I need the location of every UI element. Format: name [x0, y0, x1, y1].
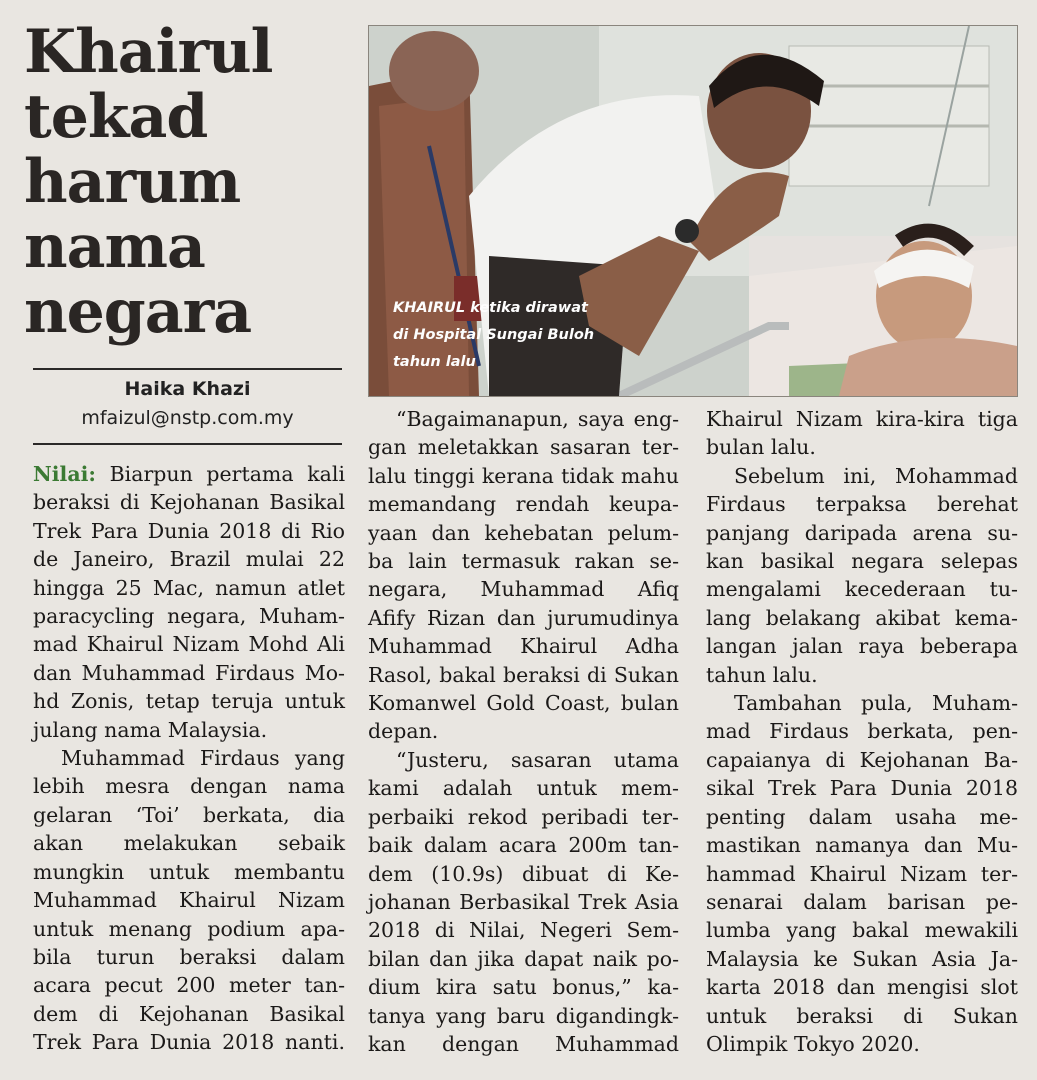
- text-line: sikal Trek Para Dunia 2018: [706, 776, 1018, 801]
- article-paragraph: [706, 405, 1018, 462]
- article-paragraph: [706, 689, 1018, 1058]
- text-line: lang belakang akibat kema-: [706, 605, 1018, 630]
- text-line: Muhammad Khairul Nizam: [33, 888, 345, 913]
- text-line: “Bagaimanapun, saya eng-: [396, 407, 679, 431]
- text-line: “Justeru, sasaran utama: [396, 747, 679, 772]
- text-line: Komanwel Gold Coast, bulan: [368, 691, 679, 716]
- text-line: acara pecut 200 meter tan-: [33, 973, 345, 998]
- headline: [24, 17, 344, 347]
- text-line: Rasol, bakal beraksi di Sukan: [368, 662, 679, 687]
- text-line: hammad Khairul Nizam ter-: [706, 861, 1018, 886]
- byline-bottom-rule: [33, 443, 342, 445]
- text-line: depan.: [368, 719, 439, 744]
- text-line: panjang daripada arena su-: [706, 520, 1018, 545]
- text-line: tanya yang baru digandingk-: [368, 1003, 679, 1028]
- article-column-2: [368, 405, 679, 1058]
- article-paragraph: [33, 744, 345, 1056]
- text-line: mungkin untuk membantu: [33, 859, 345, 884]
- text-line: Malaysia ke Sukan Asia Ja-: [706, 946, 1018, 971]
- text-line: penting dalam usaha me-: [706, 804, 1018, 829]
- text-line: Trek Para Dunia 2018 di Rio: [33, 518, 345, 543]
- text-line: ba lain termasuk rakan se-: [368, 549, 679, 574]
- dateline: Nilai:: [33, 462, 96, 486]
- text-line: lebih mesra dengan nama: [33, 774, 345, 799]
- byline-author: Haika Khazi: [124, 378, 251, 400]
- text-line: Biarpun pertama kali: [109, 462, 345, 486]
- photo-caption-line: KHAIRUL ketika dirawat: [393, 300, 588, 316]
- news-photo: [368, 25, 1018, 397]
- article-paragraph: [368, 746, 679, 1058]
- text-line: akan melakukan sebaik: [33, 831, 345, 856]
- headline-line: Khairul: [24, 17, 273, 87]
- text-line: mad Firdaus berkata, pen-: [706, 719, 1018, 744]
- text-line: 2018 di Nilai, Negeri Sem-: [368, 918, 679, 943]
- text-line: capaianya di Kejohanan Ba-: [706, 747, 1018, 772]
- text-line: bulan lalu.: [706, 435, 816, 460]
- text-line: dem di Kejohanan Basikal: [33, 1001, 345, 1026]
- text-line: Trek Para Dunia 2018 nanti.: [33, 1030, 345, 1055]
- article-paragraph: [33, 460, 345, 744]
- text-line: Khairul Nizam kira-kira tiga: [706, 407, 1018, 431]
- text-line: untuk beraksi di Sukan: [706, 1003, 1018, 1028]
- text-line: beraksi di Kejohanan Basikal: [33, 490, 345, 515]
- text-line: senarai dalam barisan pe-: [706, 889, 1018, 914]
- text-line: Tambahan pula, Muham-: [734, 691, 1018, 716]
- text-line: mastikan namanya dan Mu-: [706, 833, 1018, 858]
- text-line: gelaran ‘Toi’ berkata, dia: [33, 802, 345, 827]
- text-line: dem (10.9s) dibuat di Ke-: [368, 861, 679, 886]
- text-line: paracycling negara, Muham-: [33, 604, 345, 629]
- text-line: Muhammad Firdaus yang: [61, 746, 345, 771]
- text-line: julang nama Malaysia.: [33, 717, 268, 742]
- headline-line: negara: [24, 277, 252, 347]
- article-column-3: [706, 405, 1018, 1058]
- text-line: karta 2018 dan mengisi slot: [706, 975, 1018, 1000]
- article-column-1: [33, 460, 345, 1057]
- text-line: dium kira satu bonus,” ka-: [368, 975, 679, 1000]
- article-paragraph: [706, 462, 1018, 689]
- text-line: Firdaus terpaksa berehat: [706, 492, 1018, 517]
- text-line: de Janeiro, Brazil mulai 22: [33, 547, 345, 572]
- text-line: langan jalan raya beberapa: [706, 634, 1018, 659]
- headline-line: nama: [24, 212, 205, 282]
- text-line: kan basikal negara selepas: [706, 549, 1018, 574]
- text-line: hd Zonis, tetap teruja untuk: [33, 689, 345, 714]
- text-line: gan meletakkan sasaran ter-: [368, 435, 679, 460]
- text-line: kan dengan Muhammad: [368, 1031, 679, 1056]
- text-line: Afify Rizan dan jurumudinya: [368, 605, 679, 630]
- text-line: baik dalam acara 200m tan-: [368, 833, 679, 858]
- text-line: bilan dan jika dapat naik po-: [368, 946, 679, 971]
- text-line: Sebelum ini, Mohammad: [734, 463, 1018, 488]
- text-line: dan Muhammad Firdaus Mo-: [33, 660, 345, 685]
- headline-line: harum: [24, 147, 241, 217]
- headline-line: tekad: [24, 82, 208, 152]
- text-line: johanan Berbasikal Trek Asia: [368, 889, 679, 914]
- text-line: lumba yang bakal mewakili: [706, 918, 1018, 943]
- text-line: Muhammad Khairul Adha: [368, 634, 679, 659]
- text-line: negara, Muhammad Afiq: [368, 577, 679, 602]
- photo-caption-line: di Hospital Sungai Buloh: [393, 327, 595, 343]
- text-line: memandang rendah keupa-: [368, 492, 679, 517]
- article-paragraph: [368, 405, 679, 746]
- text-line: untuk menang podium apa-: [33, 916, 345, 941]
- text-line: bila turun beraksi dalam: [33, 944, 345, 969]
- text-line: hingga 25 Mac, namun atlet: [33, 575, 345, 600]
- byline-email: mfaizul@nstp.com.my: [81, 407, 294, 429]
- byline-top-rule: [33, 368, 342, 370]
- text-line: mad Khairul Nizam Mohd Ali: [33, 632, 345, 657]
- photo-caption-line: tahun lalu: [393, 354, 476, 370]
- text-line: tahun lalu.: [706, 662, 818, 687]
- text-line: yaan dan kehebatan pelum-: [368, 520, 679, 545]
- text-line: kami adalah untuk mem-: [368, 776, 679, 801]
- hospital-scene-illustration: [369, 26, 1017, 396]
- text-line: perbaiki rekod peribadi ter-: [368, 804, 679, 829]
- text-line: Olimpik Tokyo 2020.: [706, 1031, 920, 1056]
- text-line: mengalami kecederaan tu-: [706, 577, 1018, 602]
- text-line: lalu tinggi kerana tidak mahu: [368, 463, 679, 488]
